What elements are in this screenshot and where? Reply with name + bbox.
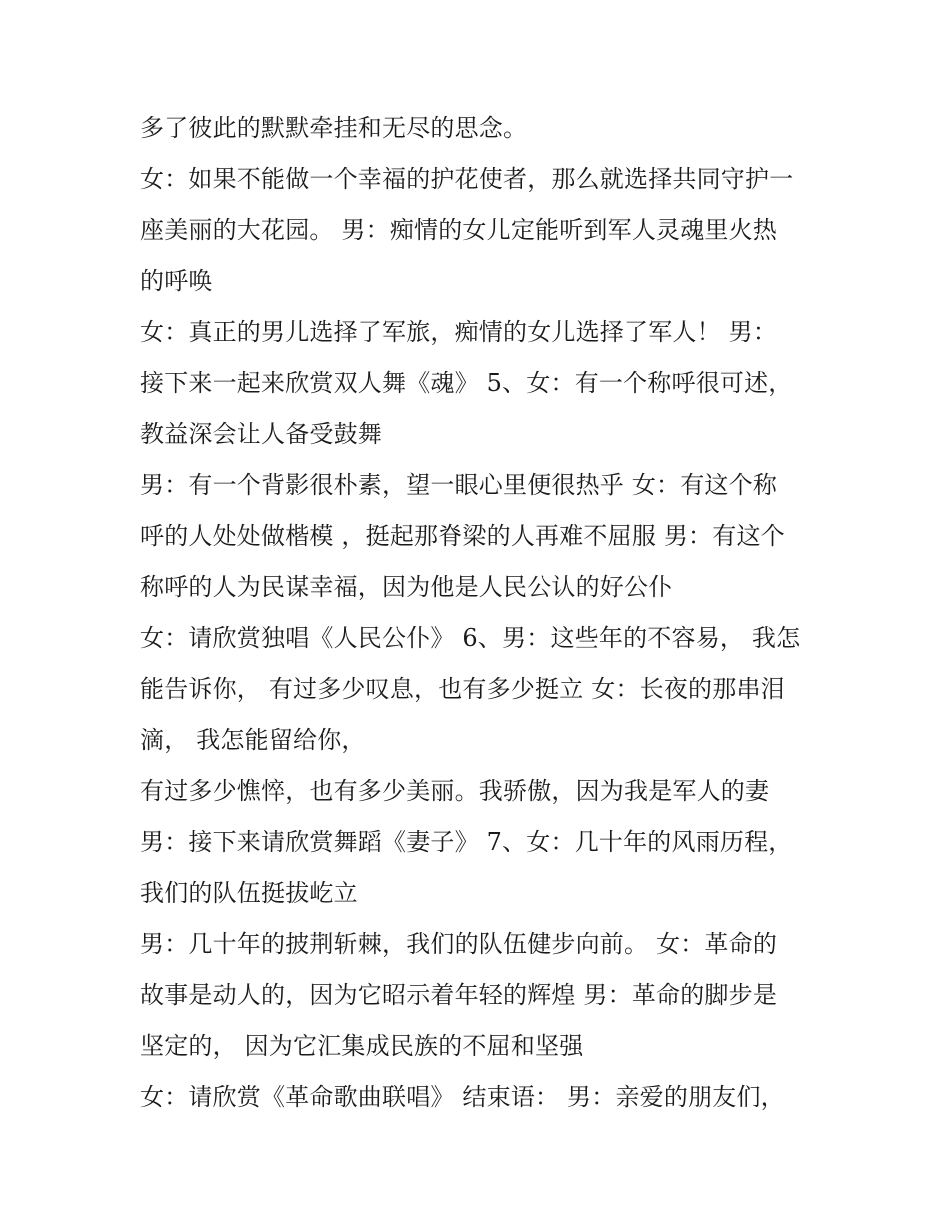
text-line: 男：几十年的披荆斩棘，我们的队伍健步向前。 女：革命的 — [140, 930, 778, 958]
text-line: 男：有一个背影很朴素，望一眼心里便很热乎 女：有这个称 — [140, 471, 778, 499]
text-line: 接下来一起来欣赏双人舞《魂》 5、女：有一个称呼很可述， — [140, 369, 793, 397]
text-line: 女：真正的男儿选择了军旅，痴情的女儿选择了军人！ 男： — [140, 318, 778, 346]
script-text-body — [140, 103, 830, 1123]
text-line: 的呼唤 — [140, 267, 213, 295]
text-line: 坚定的， 因为它汇集成民族的不屈和坚强 — [140, 1032, 584, 1060]
text-line: 有过多少憔悴，也有多少美丽。我骄傲，因为我是军人的妻 — [140, 777, 770, 805]
text-line: 称呼的人为民谋幸福，因为他是人民公认的好公仆 — [140, 573, 673, 601]
text-line: 能告诉你， 有过多少叹息，也有多少挺立 女：长夜的那串泪 — [140, 675, 785, 703]
text-line: 女：如果不能做一个幸福的护花使者，那么就选择共同守护一 — [140, 165, 794, 193]
text-line: 男：接下来请欣赏舞蹈《妻子》 7、女：几十年的风雨历程， — [140, 828, 793, 856]
text-line: 女：请欣赏《革命歌曲联唱》 结束语： 男：亲爱的朋友们， — [140, 1083, 785, 1111]
text-line: 呼的人处处做楷模 ，挺起那脊梁的人再难不屈服 男：有这个 — [140, 522, 785, 550]
text-line: 女：请欣赏独唱《人民公仆》 6、男：这些年的不容易， 我怎 — [140, 624, 801, 652]
text-line: 座美丽的大花园。 男：痴情的女儿定能听到军人灵魂里火热 — [140, 216, 778, 244]
text-line: 我们的队伍挺拔屹立 — [140, 879, 358, 907]
text-line: 教益深会让人备受鼓舞 — [140, 420, 382, 448]
text-line: 多了彼此的默默牵挂和无尽的思念。 — [140, 114, 528, 142]
text-line: 滴， 我怎能留给你， — [140, 726, 366, 754]
text-line: 故事是动人的，因为它昭示着年轻的辉煌 男：革命的脚步是 — [140, 981, 778, 1009]
